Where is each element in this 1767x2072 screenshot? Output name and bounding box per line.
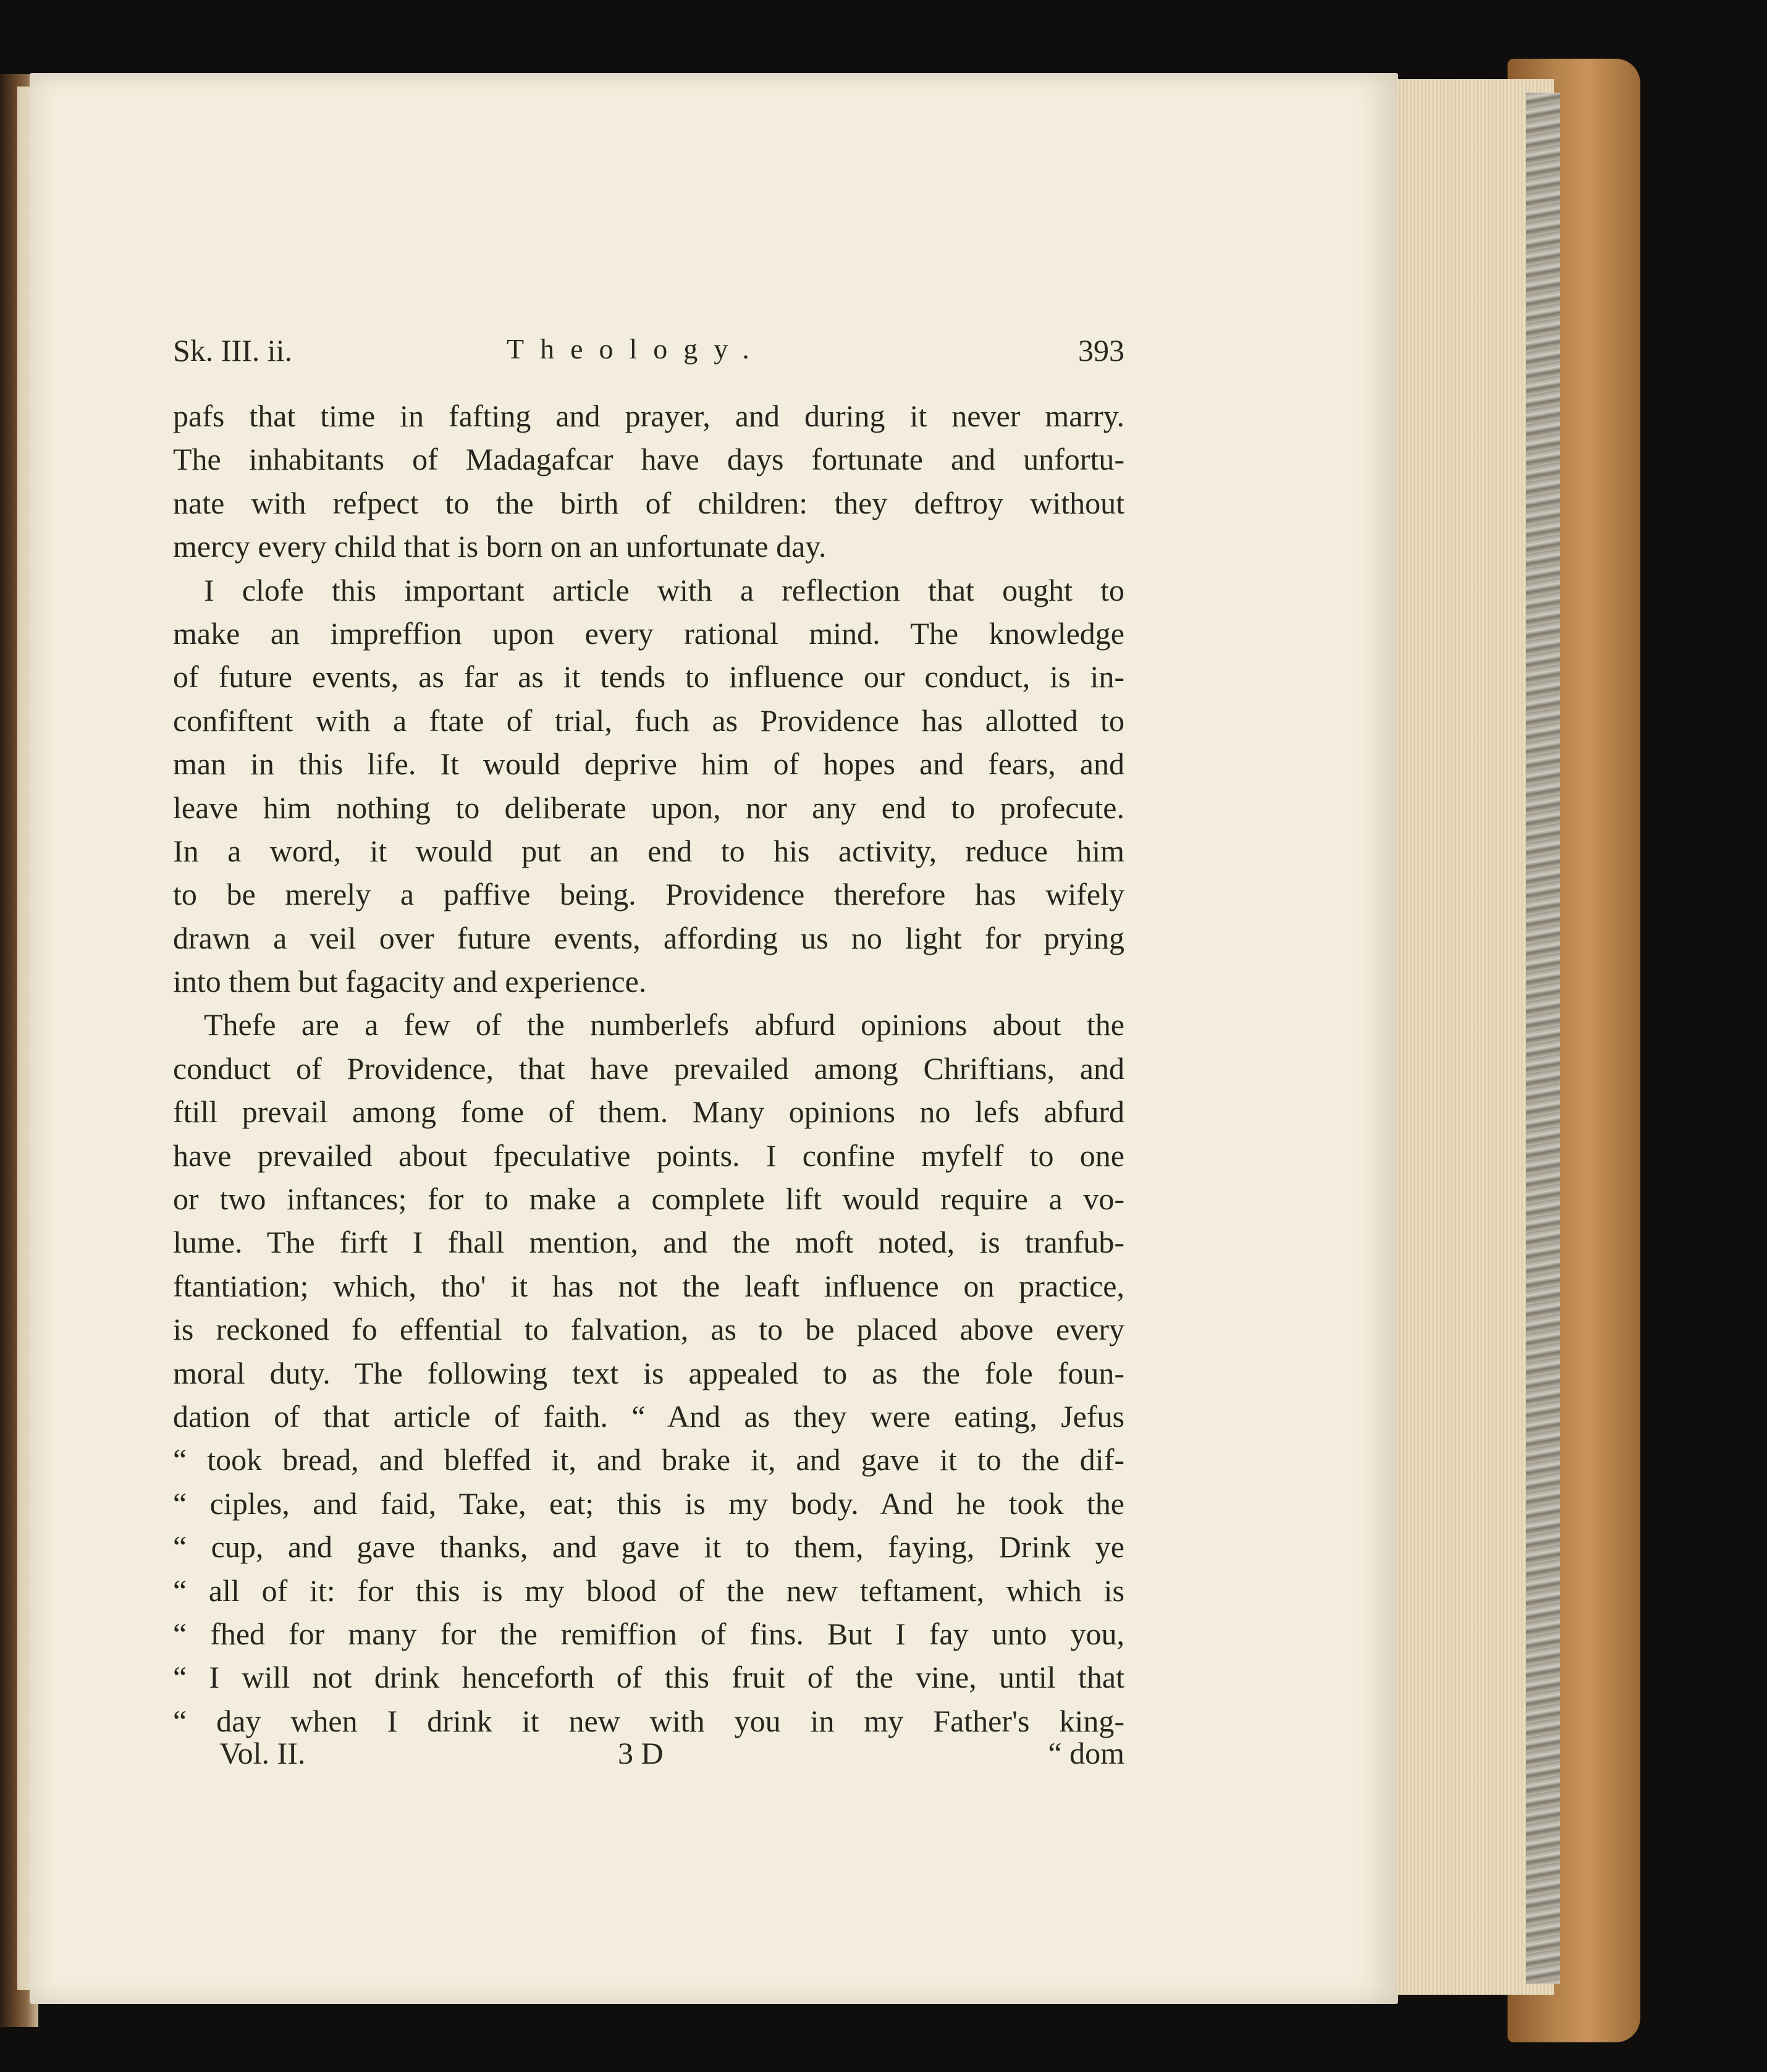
text-line: “ cup, and gave thanks, and gave it to them, faying, Drink ye xyxy=(173,1529,1124,1565)
text-line: The inhabitants of Madagafcar have days fortunate and unfortu- xyxy=(173,442,1124,477)
catchword: “ dom xyxy=(1048,1736,1124,1770)
section-reference: Sk. III. ii. xyxy=(173,333,293,368)
text-line: drawn a veil over future events, affording us no light for prying xyxy=(173,920,1124,955)
text-line: “ all of it: for this is my blood of the new teftament, which is xyxy=(173,1573,1124,1608)
text-line: pafs that time in fafting and prayer, and during it never marry. xyxy=(173,399,1124,433)
running-title: Theology. xyxy=(507,333,765,365)
running-header xyxy=(173,332,1124,382)
text-line: have prevailed about fpeculative points. I confine myfelf to one xyxy=(173,1138,1124,1173)
text-line: mercy every child that is born on an unfortunate day. xyxy=(173,529,827,564)
text-line: dation of that article of faith. “ And as they were eating, Jefus xyxy=(173,1398,1124,1434)
text-line: nate with refpect to the birth of children: they deftroy without xyxy=(173,485,1124,520)
text-line: to be merely a paffive being. Providence therefore has wifely xyxy=(173,877,1124,912)
text-line: I clofe this important article with a reflection that ought to xyxy=(204,572,1124,607)
page-footer xyxy=(173,1735,1124,1785)
text-line: In a word, it would put an end to his activity, reduce him xyxy=(173,833,1124,868)
text-line: confiftent with a ftate of trial, fuch as Providence has allotted to xyxy=(173,703,1124,738)
volume-label: Vol. II. xyxy=(219,1736,306,1770)
text-line: ftantiation; which, tho' it has not the leaft influence on practice, xyxy=(173,1268,1124,1303)
text-line: “ day when I drink it new with you in my Father's king- xyxy=(173,1703,1124,1738)
page-number: 393 xyxy=(1078,333,1124,368)
text-line: lume. The firft I fhall mention, and the moft noted, is tranfub- xyxy=(173,1225,1124,1260)
marbled-endpaper xyxy=(1526,93,1560,1984)
signature-mark: 3 D xyxy=(618,1736,664,1770)
text-line: Thefe are a few of the numberlefs abfurd opinions about the xyxy=(204,1007,1124,1042)
text-line: “ ciples, and faid, Take, eat; this is my body. And he took the xyxy=(173,1486,1124,1521)
text-line: or two inftances; for to make a complete lift would require a vo- xyxy=(173,1182,1124,1217)
text-line: man in this life. It would deprive him of hopes and fears, and xyxy=(173,746,1124,782)
text-line: “ I will not drink henceforth of this fruit of the vine, until that xyxy=(173,1660,1124,1695)
text-line: of future events, as far as it tends to influence our conduct, is in- xyxy=(173,659,1124,695)
text-line: make an impreffion upon every rational mind. The knowledge xyxy=(173,615,1124,651)
text-line: into them but fagacity and experience. xyxy=(173,964,647,999)
text-line: conduct of Providence, that have prevailed among Chriftians, and xyxy=(173,1051,1124,1086)
book-page xyxy=(30,73,1398,2004)
body-text xyxy=(173,394,1124,1743)
text-line: moral duty. The following text is appealed to as the fole foun- xyxy=(173,1355,1124,1390)
text-line: leave him nothing to deliberate upon, nor any end to profecute. xyxy=(173,790,1124,825)
text-line: “ took bread, and bleffed it, and brake it, and gave it to the dif- xyxy=(173,1442,1124,1478)
text-line: “ fhed for many for the remiffion of fins. But I fay unto you, xyxy=(173,1616,1124,1651)
text-line: ftill prevail among fome of them. Many opinions no lefs abfurd xyxy=(173,1094,1124,1130)
text-line: is reckoned fo effential to falvation, as to be placed above every xyxy=(173,1312,1124,1347)
